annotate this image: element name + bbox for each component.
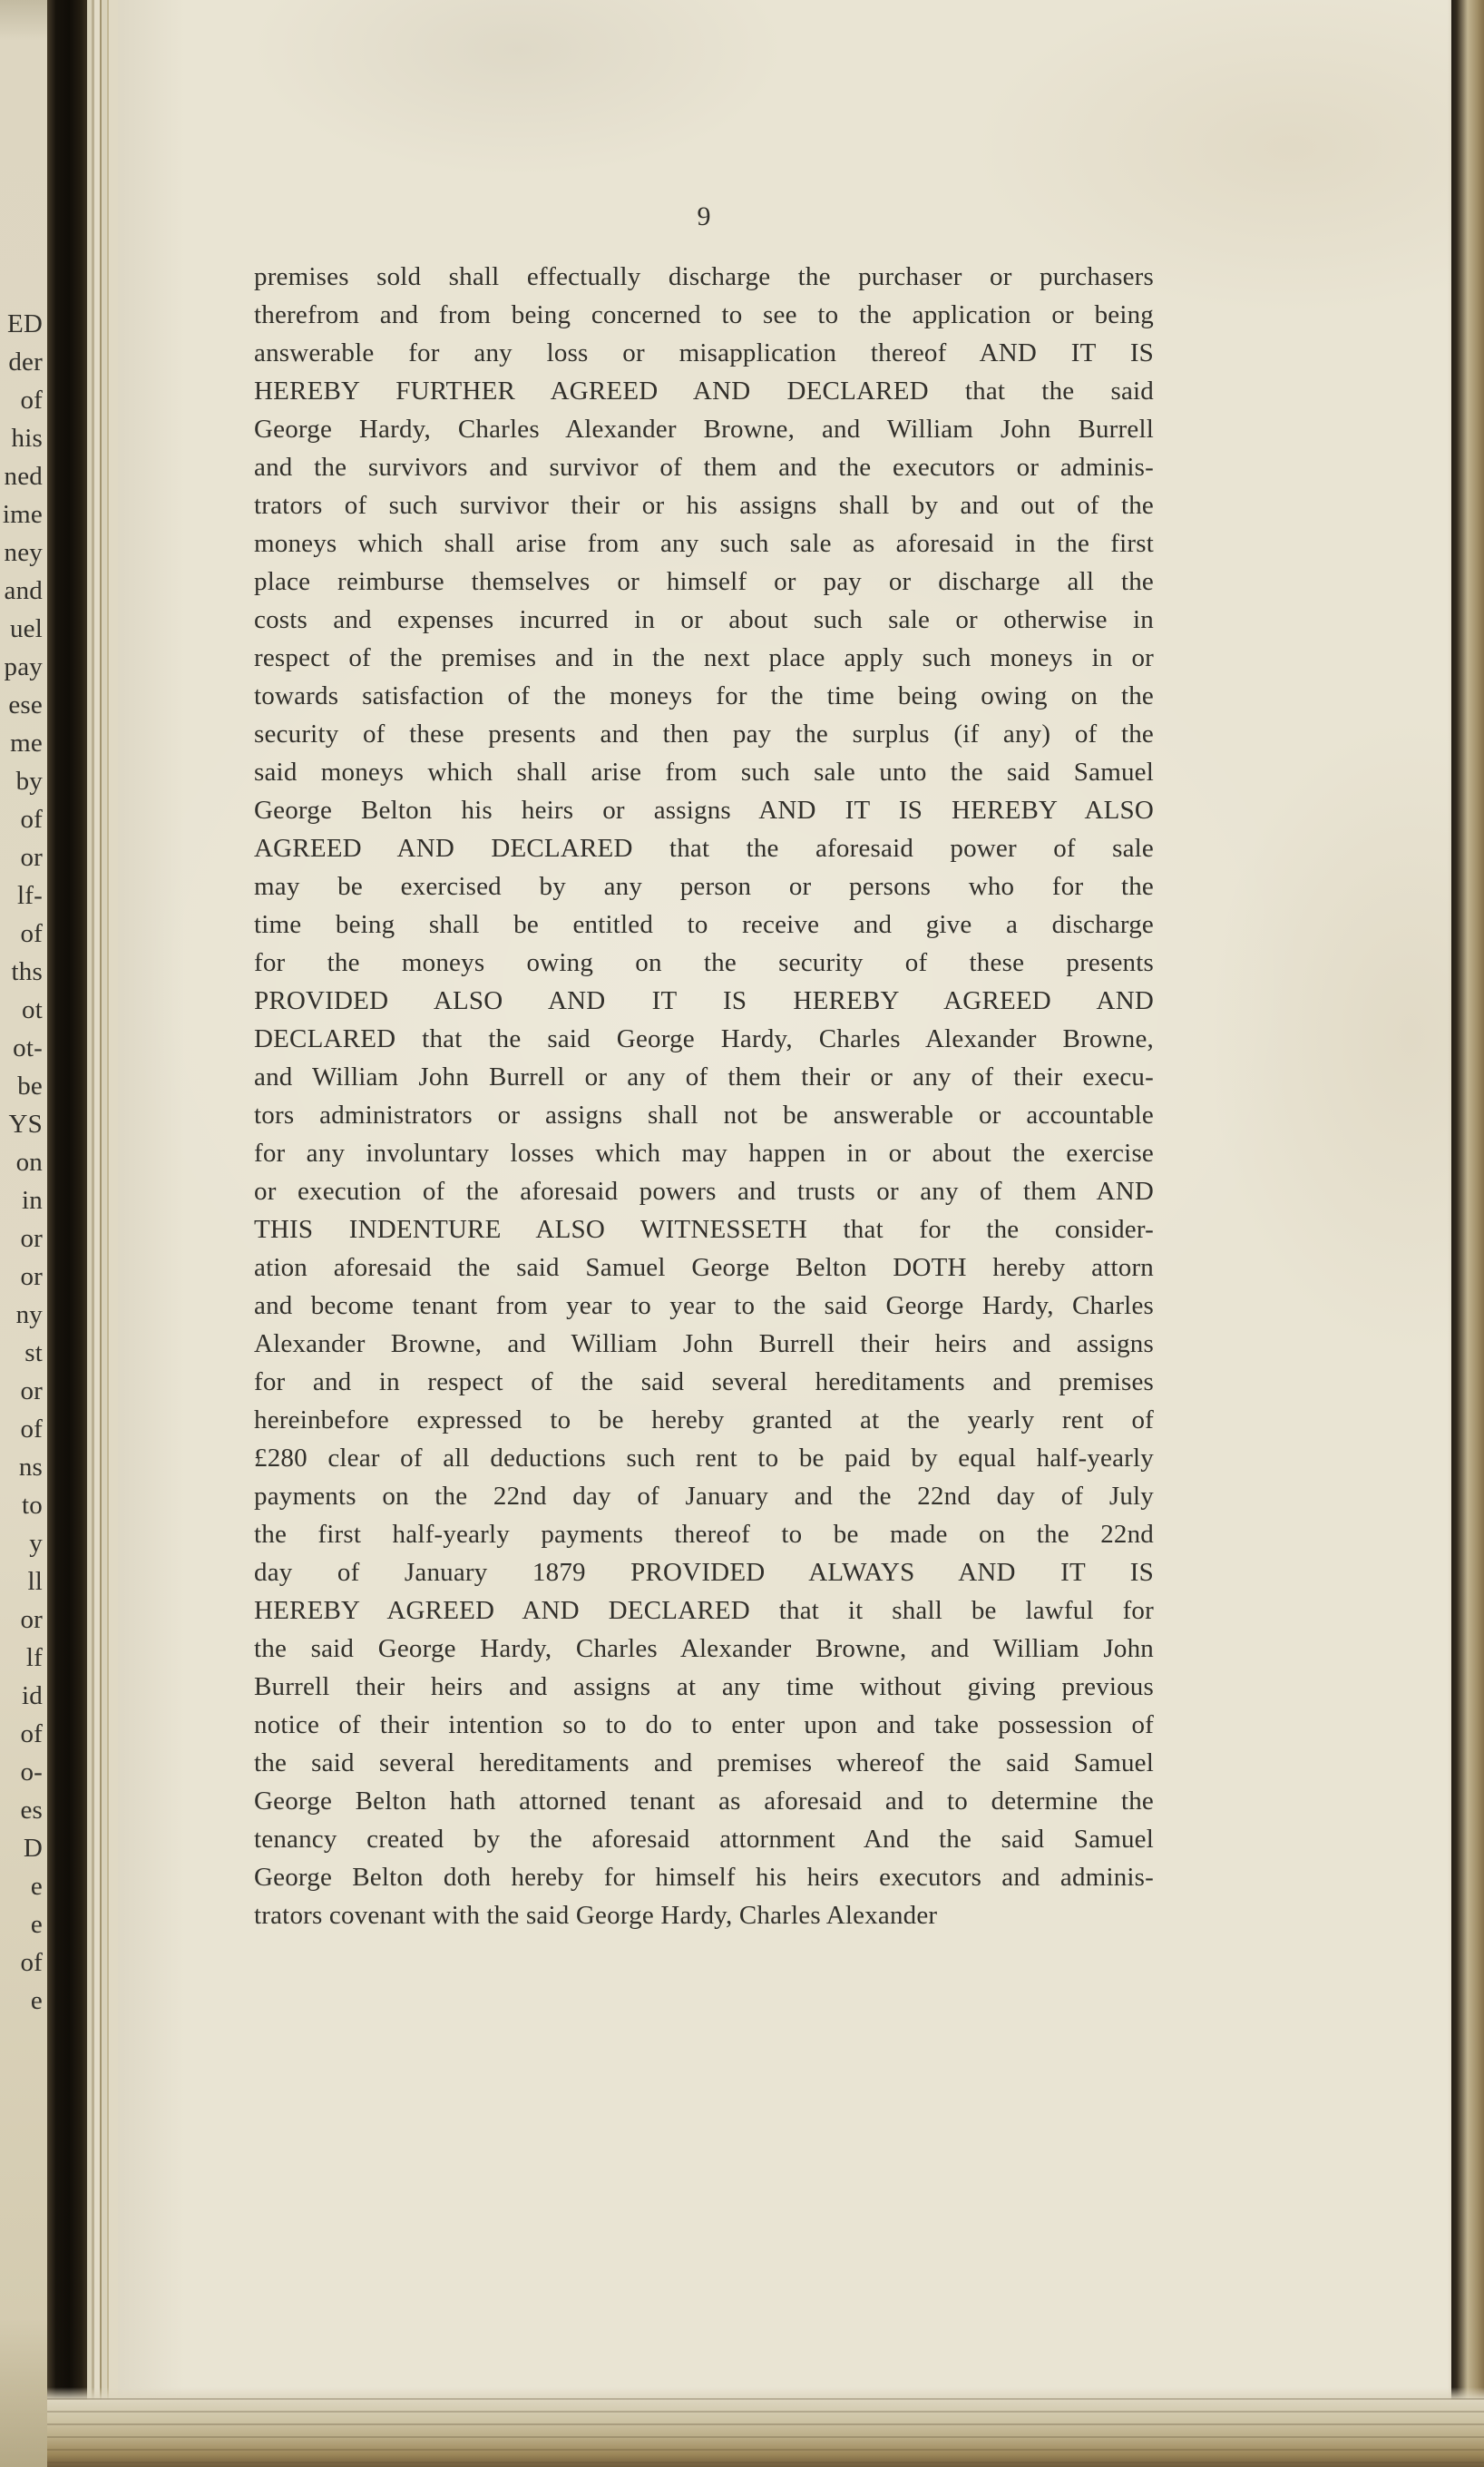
text-line: HEREBY FURTHER AGREED AND DECLARED that the said [254,377,1154,406]
text-line: payments on the 22nd day of January and the 22nd day of July [254,1482,1154,1511]
text-line: THIS INDENTURE ALSO WITNESSETH that for the consider- [254,1215,1154,1244]
text-line: the first half-yearly payments thereof to be made on the 22nd [254,1520,1154,1549]
gutter-fragment: ime [2,500,43,529]
gutter-fragment: ns [18,1453,43,1482]
text-line: £280 clear of all deductions such rent to be paid by equal half-yearly [254,1444,1154,1473]
text-line: day of January 1879 PROVIDED ALWAYS AND IT IS [254,1558,1154,1587]
gutter-fragment: ney [4,538,43,567]
text-line: the said George Hardy, Charles Alexander Browne, and William John [254,1634,1154,1663]
text-line: George Belton doth hereby for himself his heirs executors and adminis- [254,1863,1154,1892]
text-line: and William John Burrell or any of them their or any of their execu- [254,1062,1154,1092]
text-line: HEREBY AGREED AND DECLARED that it shall be lawful for [254,1596,1154,1625]
text-line: said moneys which shall arise from such sale unto the said Samuel [254,758,1154,787]
text-line: and become tenant from year to year to the said George Hardy, Charles [254,1291,1154,1320]
page-number: 9 [697,201,711,231]
text-line: may be exercised by any person or persons who for the [254,872,1154,901]
text-line: George Belton hath attorned tenant as aforesaid and to determine the [254,1787,1154,1816]
gutter-fragment: be [17,1072,43,1101]
text-line: PROVIDED ALSO AND IT IS HEREBY AGREED AND [254,986,1154,1015]
gutter-fragment: me [10,729,43,758]
gutter-fragment: or [20,1262,43,1291]
gutter-fragment: on [15,1148,43,1177]
text-line: therefrom and from being concerned to see to the application or being [254,300,1154,329]
gutter-fragment: by [15,767,43,796]
gutter-fragment: es [20,1796,43,1825]
gutter-fragment: o- [20,1757,43,1787]
facing-page-strip [0,0,47,2467]
right-page-edge [1448,0,1484,2467]
text-line: Alexander Browne, and William John Burrell their heirs and assigns [254,1329,1154,1358]
text-line: trators covenant with the said George Hardy, Charles Alexander [254,1901,938,1930]
text-line: towards satisfaction of the moneys for the time being owing on the [254,681,1154,710]
gutter-fragment: and [4,576,43,605]
text-line: Burrell their heirs and assigns at any time without giving previous [254,1672,1154,1701]
gutter-fragments [0,305,43,2020]
gutter-fragment: ny [15,1300,43,1329]
gutter-fragment: ese [8,690,43,720]
stacked-page-edges [87,0,118,2467]
gutter-fragment: der [8,348,43,377]
gutter-fragment: of [20,1415,43,1444]
gutter-fragment: or [20,1224,43,1253]
gutter-fragment: of [20,1948,43,1977]
text-line: AGREED AND DECLARED that the aforesaid power of sale [254,834,1154,863]
text-line: tors administrators or assigns shall not be answerable or accountable [254,1101,1154,1130]
gutter-fragment: D [23,1834,43,1863]
text-line: moneys which shall arise from any such sale as aforesaid in the first [254,529,1154,558]
gutter-fragment: uel [9,614,43,643]
text-line: and the survivors and survivor of them and the executors or adminis- [254,453,1154,482]
text-line: for the moneys owing on the security of these presents [254,948,1154,977]
text-line: trators of such survivor their or his assigns shall by and out of the [254,491,1154,520]
gutter-fragment: e [30,1986,43,2015]
gutter-fragment: in [22,1186,43,1215]
text-line: for any involuntary losses which may happen in or about the exercise [254,1139,1154,1168]
text-line: DECLARED that the said George Hardy, Charles Alexander Browne, [254,1024,1154,1053]
book-page [118,0,1451,2467]
gutter-fragment: of [20,1719,43,1748]
gutter-fragment: e [30,1910,43,1939]
gutter-fragment: ot- [13,1033,43,1062]
text-line: notice of their intention so to do to enter upon and take possession of [254,1710,1154,1739]
gutter-fragment: ned [4,462,43,491]
gutter-fragment: ths [11,957,43,986]
text-line: hereinbefore expressed to be hereby granted at the yearly rent of [254,1405,1154,1434]
gutter-fragment: lf- [17,881,43,910]
text-line: George Hardy, Charles Alexander Browne, and William John Burrell [254,415,1154,444]
bottom-page-edges [47,2387,1484,2467]
gutter-fragment: ll [27,1567,43,1596]
gutter-fragment: of [20,386,43,415]
body-text [254,258,1154,1934]
gutter-fragment: of [20,805,43,834]
text-line: respect of the premises and in the next place apply such moneys in or [254,643,1154,672]
gutter-fragment: ot [22,995,43,1024]
gutter-fragment: or [20,1376,43,1405]
text-line: ation aforesaid the said Samuel George Belton DOTH hereby attorn [254,1253,1154,1282]
text-line: security of these presents and then pay the surplus (if any) of the [254,720,1154,749]
gutter-fragment: y [29,1529,43,1558]
text-line: costs and expenses incurred in or about such sale or otherwise in [254,605,1154,634]
gutter-fragment: YS [8,1110,43,1139]
gutter-fragment: pay [4,652,43,681]
text-line: the said several hereditaments and premises whereof the said Samuel [254,1748,1154,1777]
gutter-fragment: his [11,424,43,453]
text-line: answerable for any loss or misapplication thereof AND IT IS [254,338,1154,367]
gutter-fragment: st [24,1338,43,1367]
text-line: tenancy created by the aforesaid attornment And the said Samuel [254,1825,1154,1854]
gutter-fragment: e [30,1872,43,1901]
gutter-fragment: ED [6,309,43,338]
text-line: George Belton his heirs or assigns AND IT IS HEREBY ALSO [254,796,1154,825]
text-line: or execution of the aforesaid powers and trusts or any of them AND [254,1177,1154,1206]
text-line: for and in respect of the said several hereditaments and premises [254,1367,1154,1396]
gutter-fragment: id [22,1681,43,1710]
text-line: place reimburse themselves or himself or pay or discharge all the [254,567,1154,596]
gutter-shadow [47,0,87,2467]
text-line: premises sold shall effectually discharge the purchaser or purchasers [254,262,1154,291]
gutter-fragment: lf [25,1643,43,1672]
gutter-fragment: or [20,1605,43,1634]
text-line: time being shall be entitled to receive and give a discharge [254,910,1154,939]
gutter-fragment: or [20,843,43,872]
gutter-fragment: to [22,1491,43,1520]
gutter-fragment: of [20,919,43,948]
